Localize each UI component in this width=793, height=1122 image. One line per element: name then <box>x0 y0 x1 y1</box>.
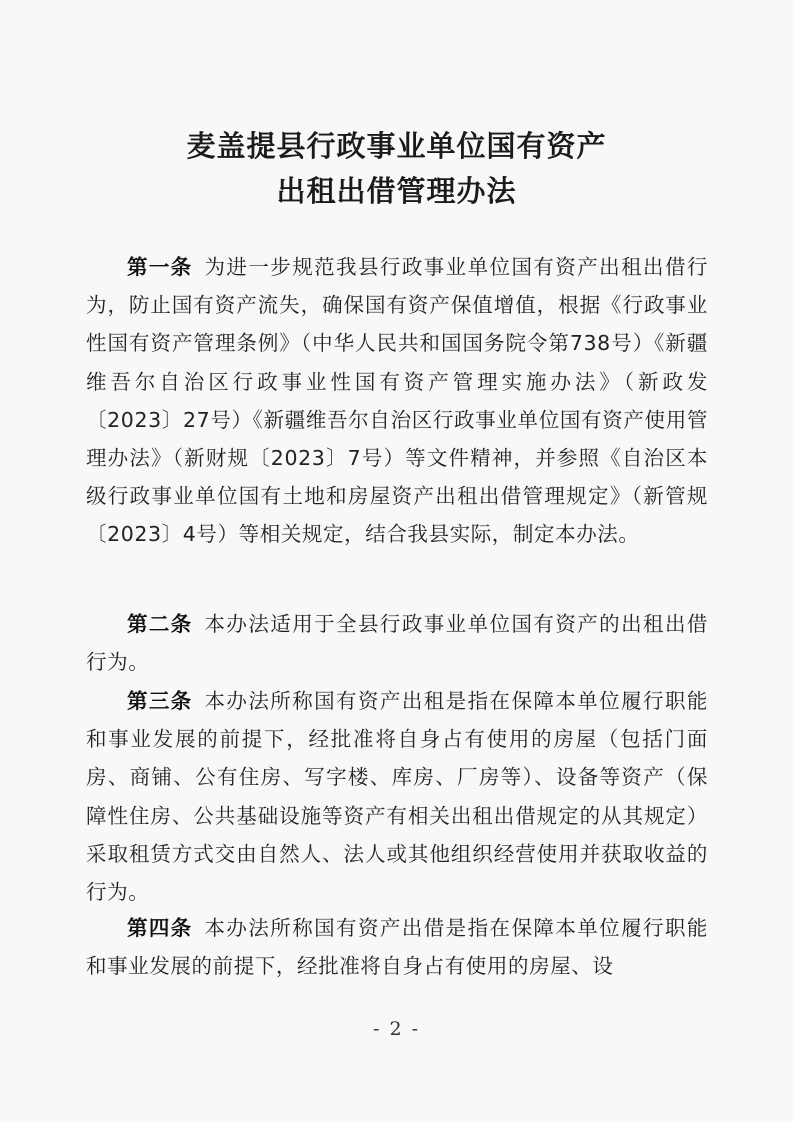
page-number: - 2 - <box>372 1018 420 1040</box>
article-4 <box>86 909 708 985</box>
document-title-line2: 出租出借管理办法 <box>276 174 517 208</box>
article-2-label: 第二条 <box>127 612 193 636</box>
document-title-line1: 麦盖提县行政事业单位国有资产 <box>186 129 607 163</box>
article-4-text: 本办法所称国有资产出借是指在保障本单位履行职能和事业发展的前提下，经批准将自身占有使用的房屋、设 <box>86 916 708 979</box>
article-3 <box>86 682 708 911</box>
article-1-text: 为进一步规范我县行政事业单位国有资产出租出借行为，防止国有资产流失，确保国有资产保值增值，根据《行政事业性国有资产管理条例》（中华人民共和国国务院令第738号）《新疆维吾尔自治区行政事业性国有资产管理实施办法》（新政发〔2023〕27号）《新疆维吾尔自治区行政事业单位国有资产使用管理办法》（新财规〔2023〕7号）等文件精神，并参照《自治区本级行政事业单位国有土地和房屋资产出租出借管理规定》（新管规〔2023〕4号）等相关规定，结合我县实际，制定本办法。 <box>86 255 708 547</box>
article-4-label: 第四条 <box>127 916 193 940</box>
article-2-text: 本办法适用于全县行政事业单位国有资产的出租出借行为。 <box>86 612 708 675</box>
article-3-label: 第三条 <box>127 689 193 713</box>
article-1-label: 第一条 <box>127 255 193 279</box>
article-2 <box>86 605 708 681</box>
article-1 <box>86 248 708 554</box>
article-3-text: 本办法所称国有资产出租是指在保障本单位履行职能和事业发展的前提下，经批准将自身占有使用的房屋（包括门面房、商铺、公有住房、写字楼、库房、厂房等）、设备等资产（保障性住房、公共基础设施等资产有相关出租出借规定的从其规定）采取租赁方式交由自然人、法人或其他组织经营使用并获取收益的行为。 <box>86 689 708 905</box>
